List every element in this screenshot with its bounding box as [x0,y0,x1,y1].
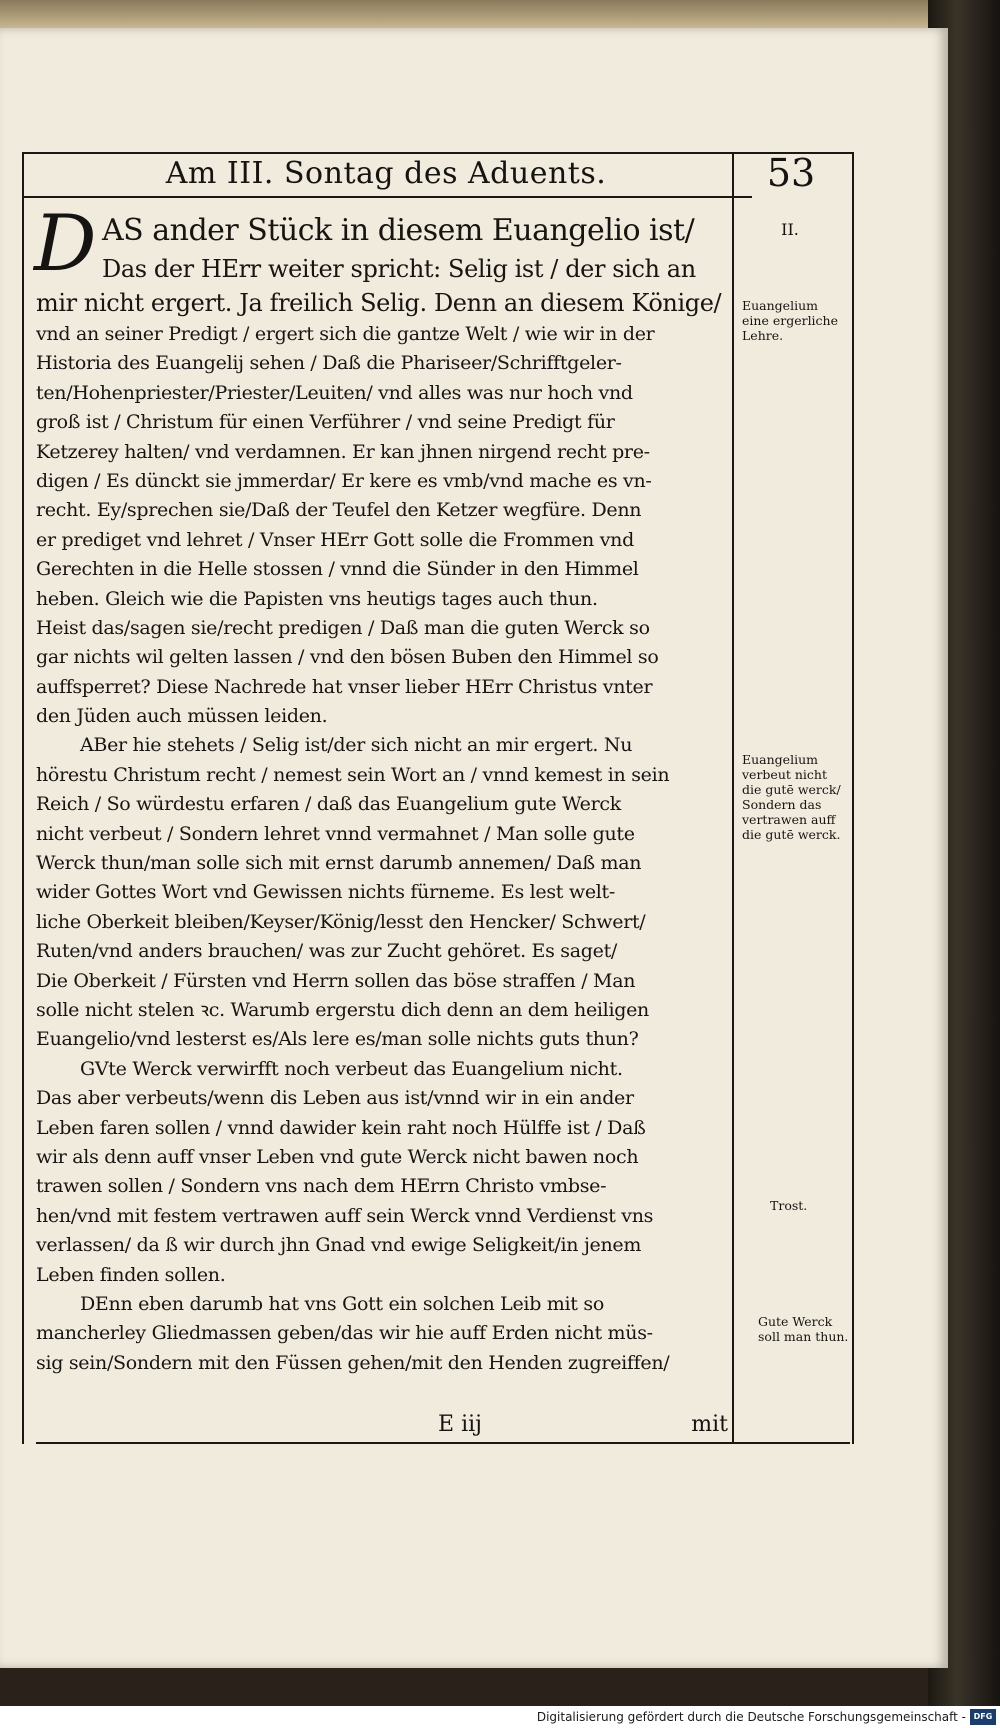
text-line: Die Oberkeit / Fürsten vnd Herrn sollen das böse straffen / Man [36,969,636,992]
text-line: heben. Gleich wie die Papisten vns heutigs tages auch thun. [36,587,598,610]
text-line: groß ist / Christum für einen Verführer / vnd seine Predigt für [36,411,615,434]
text-line: mancherley Gliedmassen geben/das wir hie auff Erden nicht müs- [36,1322,653,1345]
signature-mark: E iij [438,1412,482,1437]
text-line: verlassen/ da ß wir durch jhn Gnad vnd ewige Seligkeit/in jenem [36,1234,642,1257]
text-line-first: AS ander Stück in diesem Euangelio ist/ [102,213,695,248]
text-line: Reich / So würdestu erfaren / daß das Euangelium gute Werck [36,793,621,816]
text-lines [36,320,728,1378]
body-text [36,210,728,1378]
margin-note-line: Trost. [770,1198,808,1213]
decorated-initial: D [34,199,97,289]
margin-note-line: die gutē werck/ [742,782,841,797]
text-line: Ketzerey halten/ vnd verdamnen. Er kan jhnen nirgend recht pre- [36,440,650,463]
text-line: sig sein/Sondern mit den Füssen gehen/mit den Henden zugreiffen/ [36,1351,670,1374]
text-line: hen/vnd mit festem vertrawen auff sein Werck vnnd Verdienst vns [36,1204,654,1227]
text-line-third: mir nicht ergert. Ja freilich Selig. Denn an diesem Könige/ [36,289,722,317]
text-line: Ruten/vnd anders brauchen/ was zur Zucht gehöret. Es saget/ [36,940,618,963]
catchword: mit [691,1412,728,1437]
text-line: recht. Ey/sprechen sie/Daß der Teufel den Ketzer wegfüre. Denn [36,499,642,522]
section-number: II. [781,220,799,239]
text-line: DEnn eben darumb hat vns Gott ein solchen Leib mit so [80,1292,604,1315]
text-line: vnd an seiner Predigt / ergert sich die gantze Welt / wie wir in der [36,323,655,345]
text-line: Historia des Euangelij sehen / Daß die Phariseer/Schrifftgeler- [36,352,622,375]
dfg-logo: DFG [970,1709,996,1725]
text-line: wider Gottes Wort vnd Gewissen nichts fürneme. Es lest welt- [36,881,616,904]
text-line: trawen sollen / Sondern vns nach dem HErrn Christo vmbse- [36,1175,607,1198]
text-line: Euangelio/vnd lesterst es/Als lere es/man solle nichts guts thun? [36,1028,639,1051]
text-line: auffsperret? Diese Nachrede hat vnser lieber HErr Christus vnter [36,675,653,698]
margin-note [770,1198,870,1213]
text-line: Werck thun/man solle sich mit ernst darumb annemen/ Daß man [36,852,642,875]
running-head: Am III. Sontag des Aduents. [165,156,607,191]
text-line: wir als denn auff vnser Leben vnd gute Werck nicht bawen noch [36,1145,639,1168]
margin-note-line: vertrawen auff [742,812,836,827]
text-line: Leben finden sollen. [36,1263,226,1286]
text-line: digen / Es dünckt sie jmmerdar/ Er kere es vmb/vnd mache es vn- [36,469,652,492]
bottom-rule [36,1442,850,1444]
text-line: liche Oberkeit bleiben/Keyser/König/lesst den Hencker/ Schwert/ [36,910,646,933]
margin-note-line: Gute Werck [758,1314,833,1329]
text-line: ABer hie stehets / Selig ist/der sich nicht an mir ergert. Nu [80,734,633,757]
text-line: Das aber verbeuts/wenn dis Leben aus ist/vnnd wir in ein ander [36,1087,634,1110]
margin-note-line: Euangelium [742,752,818,767]
margin-note-line: soll man thun. [758,1329,849,1344]
margin-note-line: Euangelium [742,298,818,313]
text-line: er prediget vnd lehret / Vnser HErr Gott solle die Frommen vnd [36,528,634,551]
margin-note [758,1314,858,1344]
text-line: gar nichts wil gelten lassen / vnd den bösen Buben den Himmel so [36,646,659,669]
text-line: Gerechten in die Helle stossen / vnnd die Sünder in den Himmel [36,558,639,581]
margin-note-line: eine ergerliche [742,313,839,328]
text-line: GVte Werck verwirfft noch verbeut das Euangelium nicht. [80,1057,623,1080]
margin-note-line: Lehre. [742,328,784,343]
funding-credit: Digitalisierung gefördert durch die Deutsche Forschungsgemeinschaft - [536,1710,966,1724]
text-line-second: Das der HErr weiter spricht: Selig ist / der sich an [102,255,696,283]
header-rule [22,196,752,198]
text-line: Leben faren sollen / vnnd dawider kein raht noch Hülffe ist / Daß [36,1116,646,1139]
margin-note [742,298,842,343]
text-line: ten/Hohenpriester/Priester/Leuiten/ vnd alles was nur hoch vnd [36,381,633,404]
text-line: hörestu Christum recht / nemest sein Wort an / vnnd kemest in sein [36,763,670,786]
margin-rule [732,152,734,1442]
page-number: 53 [766,151,816,195]
margin-note-line: die gutē werck. [742,827,841,842]
margin-note-line: verbeut nicht [742,767,828,782]
text-line: solle nicht stelen ꝛc. Warumb ergerstu dich denn an dem heiligen [36,998,649,1021]
text-line: nicht verbeut / Sondern lehret vnnd vermahnet / Man solle gute [36,822,635,845]
margin-note [742,752,842,842]
text-line: Heist das/sagen sie/recht predigen / Daß man die guten Werck so [36,616,650,639]
margin-note-line: Sondern das [742,797,822,812]
text-line: den Jüden auch müssen leiden. [36,705,328,728]
